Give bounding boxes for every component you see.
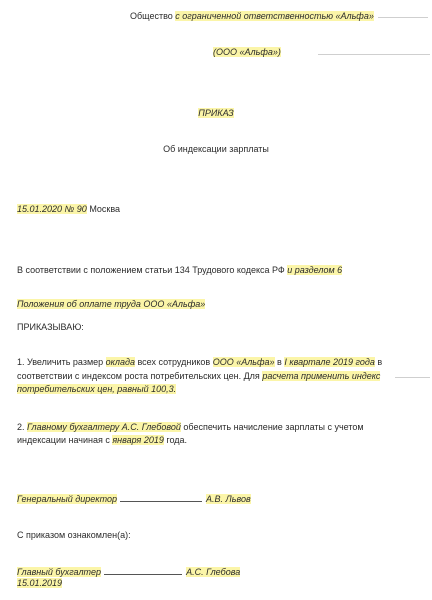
- acquainted-date: 15.01.2019: [17, 578, 63, 588]
- order-subject: Об индексации зарплаты: [163, 144, 269, 154]
- decorative-rule-item-1: [395, 377, 430, 378]
- order-word: ПРИКАЗЫВАЮ:: [17, 322, 84, 332]
- organization-prefix: Общество: [130, 11, 176, 21]
- basis-line: В соответствии с положением статьи 134 Трудового кодекса РФ и разделом 6: [17, 265, 343, 275]
- director-signature: [17, 492, 251, 505]
- order-date-number: 15.01.2020 № 90: [17, 204, 87, 214]
- basis-regulation: Положения об оплате труда ООО «Альфа»: [17, 299, 206, 309]
- date-and-number: [17, 203, 120, 215]
- signature-line-accountant: [104, 565, 182, 575]
- order-item-2: 2. Главному бухгалтеру А.С. Глебовой обеспечить начисление зарплаты с учетом: [17, 422, 364, 432]
- organization-short-name: (ООО «Альфа»): [213, 47, 281, 57]
- organization-name: [130, 10, 374, 22]
- decorative-rule-top: [378, 17, 428, 18]
- accountant-position: Главный бухгалтер: [17, 567, 102, 577]
- order-city: Москва: [86, 204, 121, 214]
- organization-type: с ограниченной ответственностью «Альфа»: [175, 11, 374, 21]
- document-type: ПРИКАЗ: [198, 108, 234, 118]
- signature-line: [120, 492, 202, 502]
- order-item-1-line-2: соответствии с индексом роста потребительских цен. Для расчета применить индекс: [17, 371, 381, 381]
- acquainted-label: С приказом ознакомлен(а):: [17, 530, 131, 540]
- order-item-1-line-3: потребительских цен, равный 100,3.: [17, 384, 177, 394]
- decorative-rule-short-name: [318, 54, 430, 55]
- director-name: А.В. Львов: [206, 494, 251, 504]
- order-item-2-line-2: индексации начиная с января 2019 года.: [17, 435, 188, 445]
- accountant-name: А.С. Глебова: [186, 567, 241, 577]
- director-position: Генеральный директор: [17, 494, 118, 504]
- order-item-1: 1. Увеличить размер оклада всех сотрудников ООО «Альфа» в I квартале 2019 года в: [17, 357, 383, 367]
